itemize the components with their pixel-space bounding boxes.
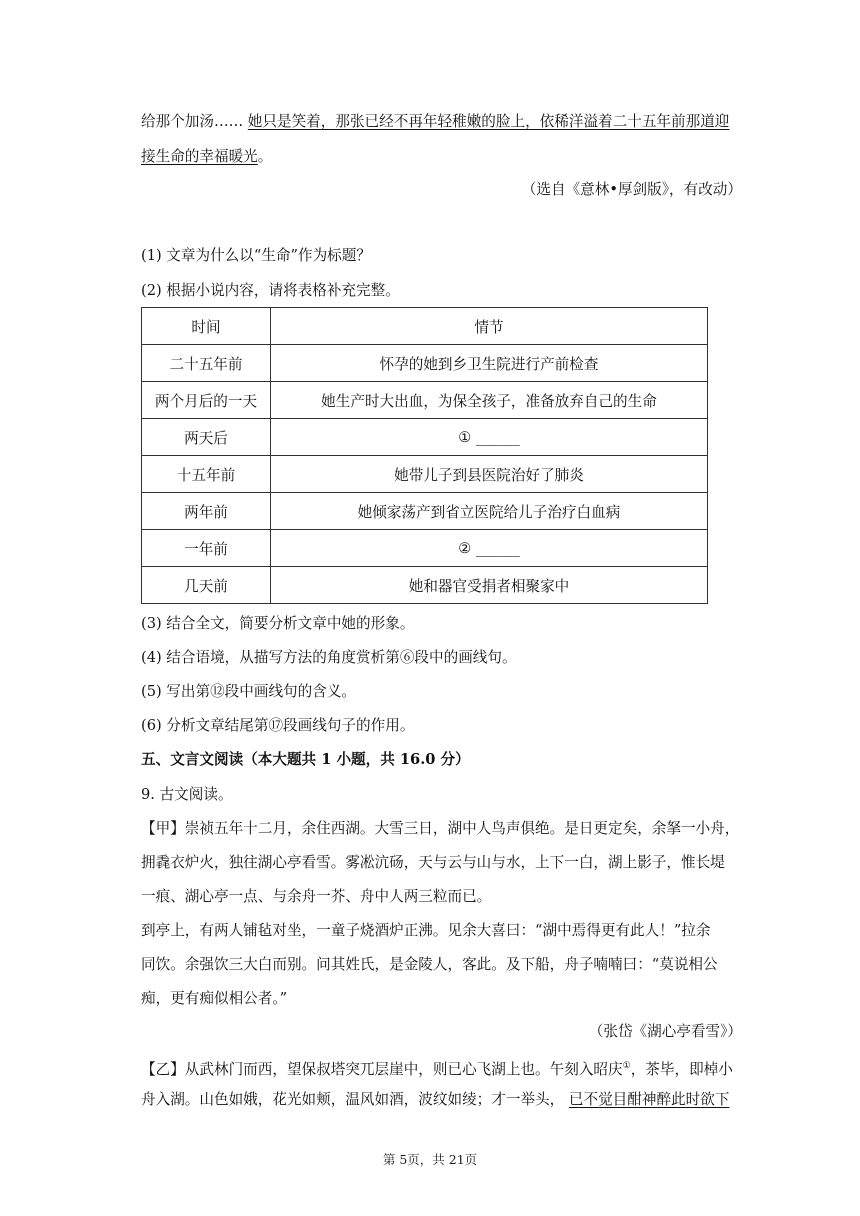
plot-cell: 她带儿子到县医院治好了肺炎 bbox=[271, 456, 708, 493]
blank-answer-cell: ① ______ bbox=[271, 419, 708, 456]
passage-source: （选自《意林•厚剑版》，有改动） bbox=[521, 181, 742, 198]
question-1: (1) 文章为什么以“生命”作为标题？ bbox=[141, 247, 371, 264]
jia-line: 到亭上，有两人铺毡对坐，一童子烧酒炉正沸。见余大喜曰：“湖中焉得更有此人！”拉余 bbox=[141, 922, 711, 939]
column-header-time: 时间 bbox=[142, 308, 271, 345]
question-4: (4) 结合语境，从描写方法的角度赏析第⑥段中的画线句。 bbox=[141, 649, 517, 666]
blank-answer-cell: ② ______ bbox=[271, 530, 708, 567]
jia-source: （张岱《湖心亭看雪》） bbox=[588, 1023, 742, 1040]
question-5: (5) 写出第⑫段中画线句的含义。 bbox=[141, 683, 357, 700]
column-header-plot: 情节 bbox=[271, 308, 708, 345]
time-cell: 十五年前 bbox=[142, 456, 271, 493]
jia-line: 痴，更有痴似相公者。” bbox=[141, 990, 288, 1007]
table-row bbox=[142, 567, 708, 604]
table-row bbox=[142, 493, 708, 530]
question-3: (3) 结合全文，简要分析文章中她的形象。 bbox=[141, 615, 415, 632]
question-2: (2) 根据小说内容，请将表格补充完整。 bbox=[141, 282, 400, 299]
time-cell: 几天前 bbox=[142, 567, 271, 604]
passage-text: 。 bbox=[257, 148, 273, 165]
passage-text: 给那个加汤…… bbox=[141, 113, 248, 130]
footnote-marker: ① bbox=[622, 1061, 631, 1071]
underlined-sentence: 已不觉目酣神醉此时欲下 bbox=[568, 1091, 730, 1108]
time-cell: 两天后 bbox=[142, 419, 271, 456]
yi-text: 舟入湖。山色如娥，花光如颊，温风如酒，波纹如绫；才一举头， bbox=[141, 1091, 569, 1108]
jia-line: 一痕、湖心亭一点、与余舟一芥、舟中人两三粒而已。 bbox=[141, 888, 492, 905]
table-row bbox=[142, 530, 708, 567]
table-header-row bbox=[142, 308, 708, 345]
plot-table bbox=[141, 307, 708, 604]
jia-line: 【甲】崇祯五年十二月，余住西湖。大雪三日，湖中人鸟声俱绝。是日更定矣，余拏一小舟， bbox=[141, 820, 740, 837]
page-footer: 第 5页，共 21页 bbox=[382, 1152, 478, 1167]
yi-line-2 bbox=[141, 1090, 729, 1110]
time-cell: 两个月后的一天 bbox=[142, 382, 271, 419]
yi-line-1 bbox=[141, 1056, 733, 1080]
question-9: 9. 古文阅读。 bbox=[141, 786, 233, 803]
yi-text: 【乙】从武林门而西，望保叔塔突兀层崖中，则已心飞湖上也。午刻入昭庆 bbox=[141, 1060, 623, 1078]
table-row bbox=[142, 456, 708, 493]
table-row bbox=[142, 419, 708, 456]
question-6: (6) 分析文章结尾第⑰段画线句子的作用。 bbox=[141, 717, 415, 734]
plot-cell: 怀孕的她到乡卫生院进行产前检查 bbox=[271, 345, 708, 382]
time-cell: 二十五年前 bbox=[142, 345, 271, 382]
time-cell: 两年前 bbox=[142, 493, 271, 530]
table-row bbox=[142, 345, 708, 382]
underlined-sentence: 她只是笑着，那张已经不再年轻稚嫩的脸上，依稀洋溢着二十五年前那道迎 bbox=[247, 113, 730, 130]
yi-text: ，茶毕，即棹小 bbox=[630, 1060, 733, 1078]
time-cell: 一年前 bbox=[142, 530, 271, 567]
table-row bbox=[142, 382, 708, 419]
passage-line-1 bbox=[141, 112, 729, 132]
section-title: 五、文言文阅读（本大题共 1 小题，共 16.0 分） bbox=[141, 751, 470, 768]
underlined-sentence: 接生命的幸福暖光 bbox=[141, 148, 258, 165]
plot-cell: 她生产时大出血，为保全孩子，准备放弃自己的生命 bbox=[271, 382, 708, 419]
plot-cell: 她倾家荡产到省立医院给儿子治疗白血病 bbox=[271, 493, 708, 530]
jia-line: 同饮。余强饮三大白而别。问其姓氏，是金陵人，客此。及下船，舟子喃喃曰：“莫说相公 bbox=[141, 956, 718, 973]
passage-line-2 bbox=[141, 147, 272, 167]
plot-cell: 她和器官受捐者相聚家中 bbox=[271, 567, 708, 604]
jia-line: 拥毳衣炉火，独往湖心亭看雪。雾凇沆砀，天与云与山与水，上下一白，湖上影子，惟长堤 bbox=[141, 854, 725, 871]
